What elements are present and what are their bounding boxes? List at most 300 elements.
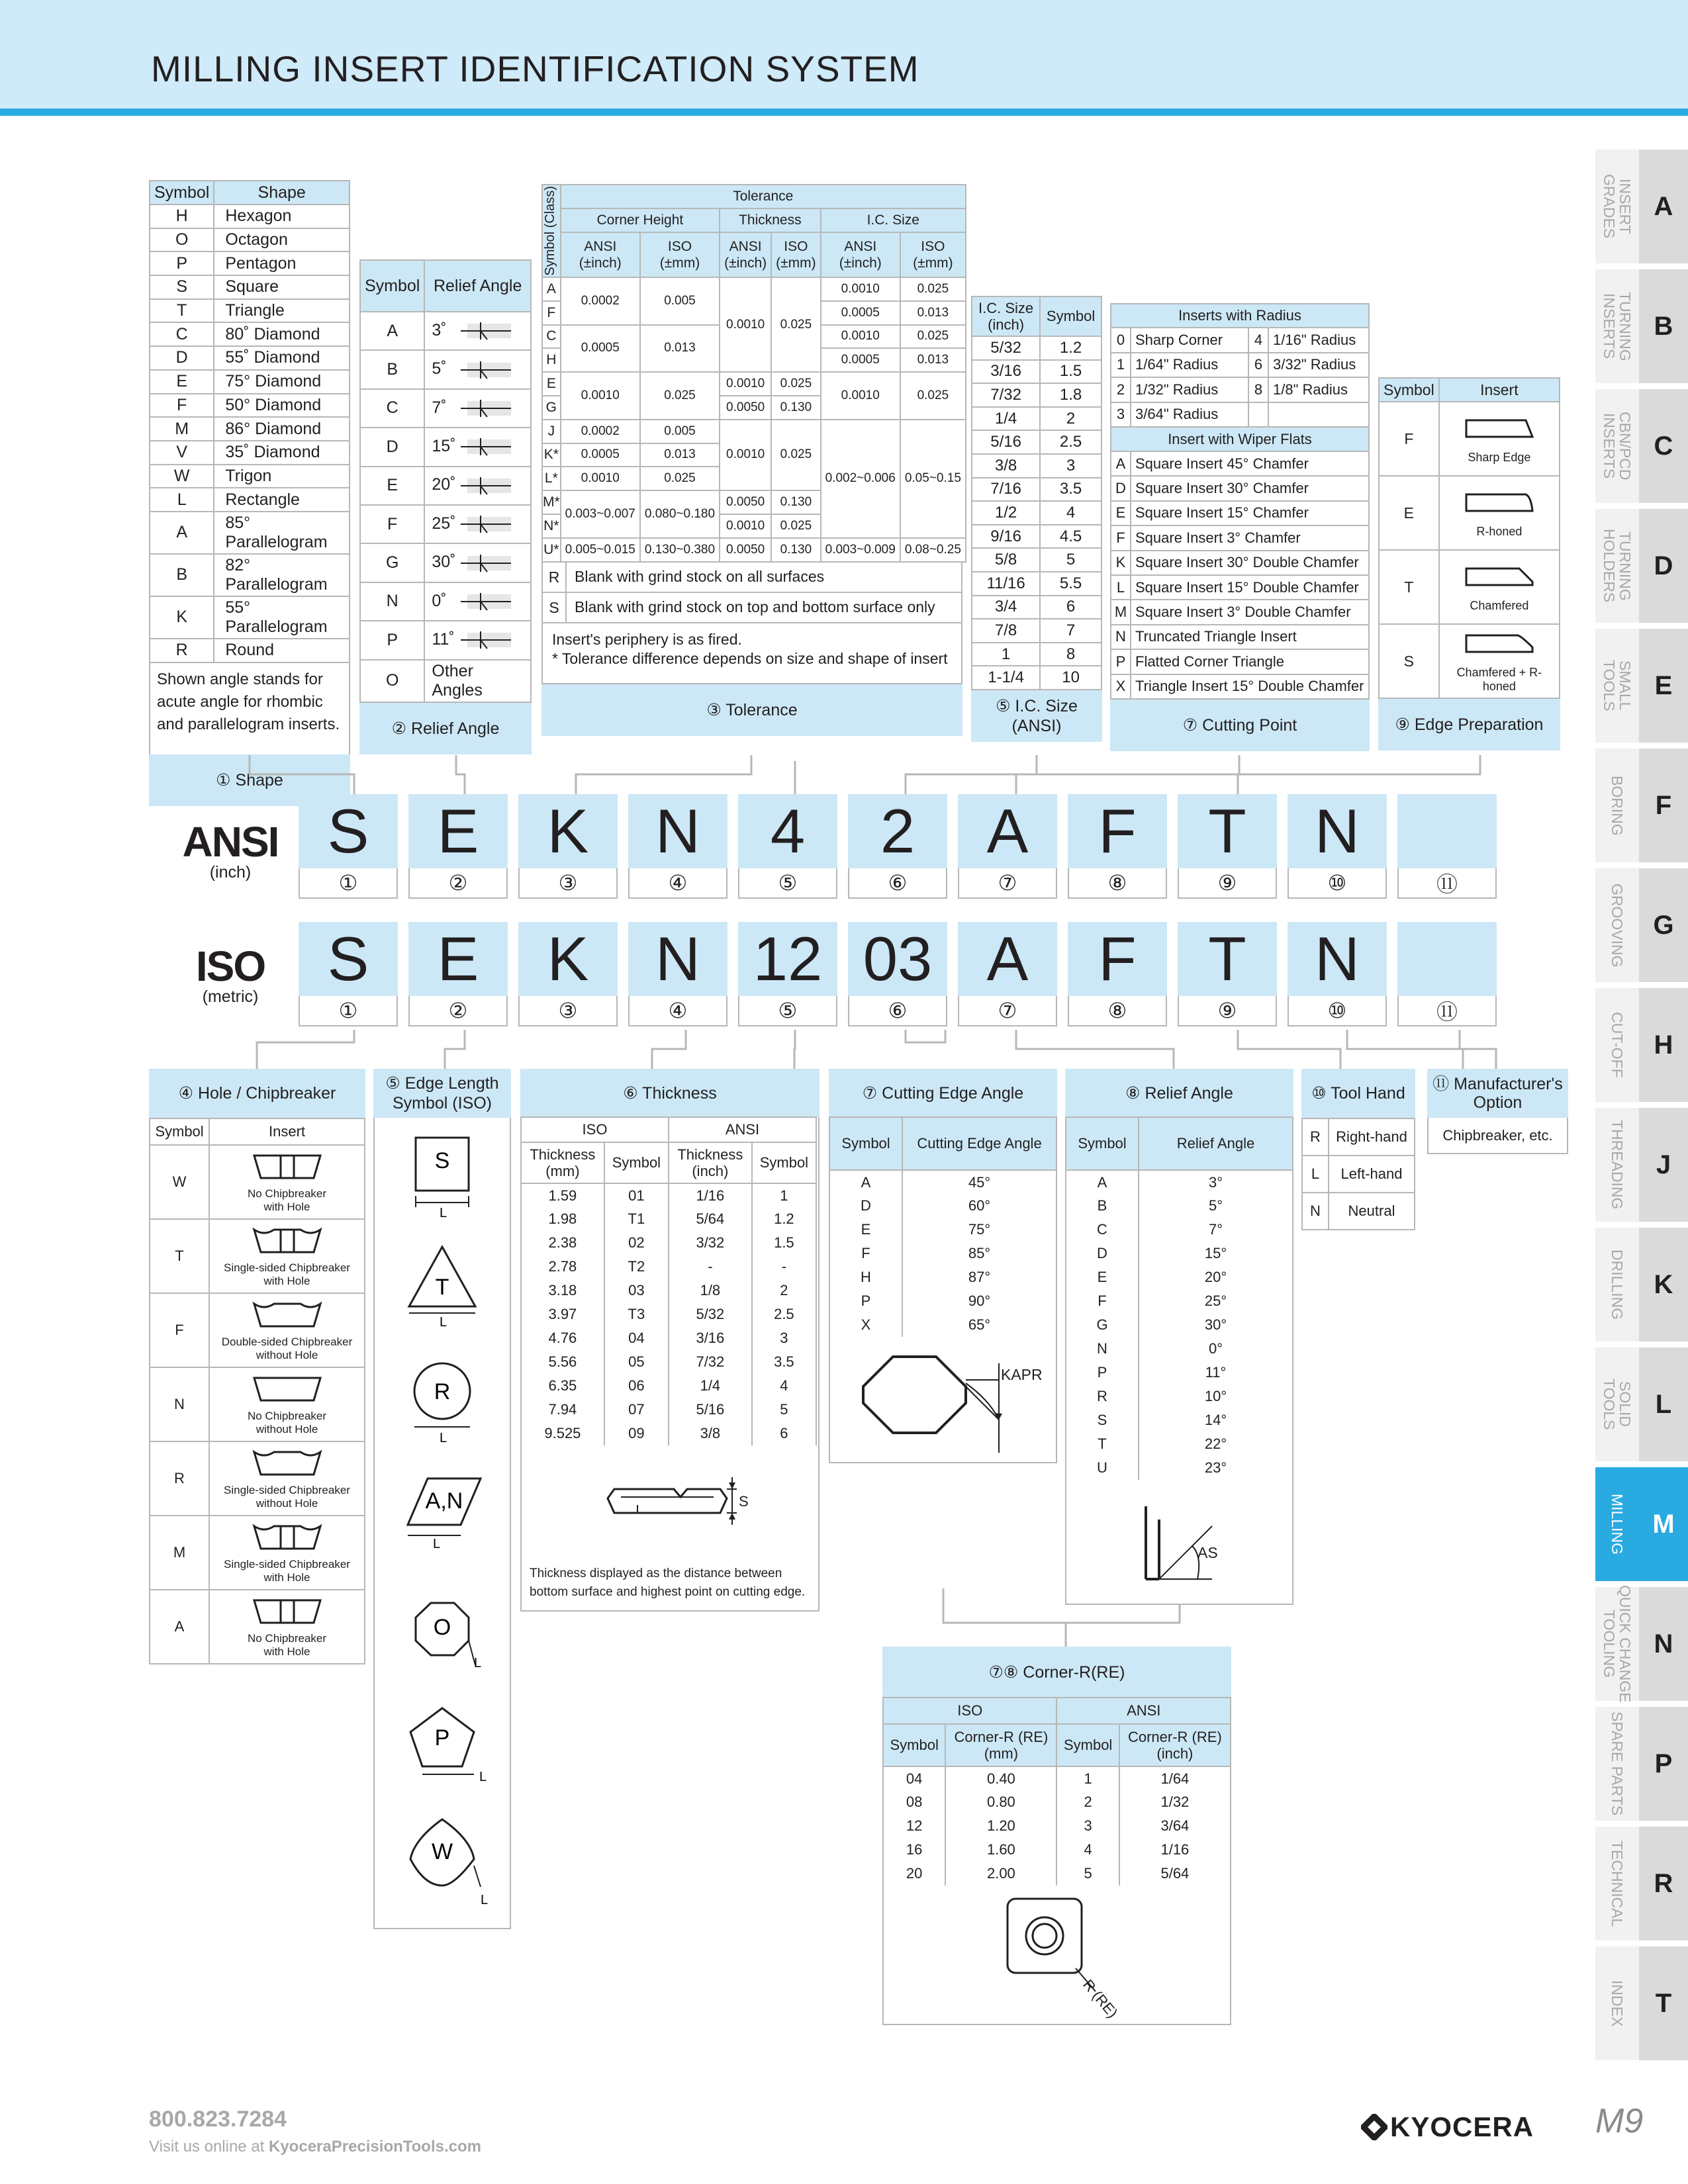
ic-size-inch: 5/8 (972, 548, 1040, 572)
iso_code-char-box (958, 922, 1057, 996)
thickness-row (521, 1374, 816, 1398)
hole-insert-cell (209, 1590, 365, 1664)
tol-th-ansi: 0.0050 (720, 396, 771, 420)
header-accent-line (0, 109, 1688, 116)
edge-length-shape-label: R (434, 1379, 451, 1404)
ic-size-inch: 1/2 (972, 501, 1040, 525)
thickness-cell: 03 (604, 1279, 669, 1302)
side-tab-e[interactable] (1595, 629, 1688, 743)
radius-title: Inserts with Radius (1111, 304, 1369, 328)
relief-angle-icon (458, 629, 514, 651)
side-tab-c[interactable] (1595, 389, 1688, 503)
tool-hand-title: ⑩ Tool Hand (1301, 1069, 1415, 1118)
relief-angle-cell (424, 428, 531, 466)
shape-symbol: A (150, 512, 214, 554)
tol-ic-iso: 0.05~0.15 (900, 420, 966, 538)
relief-angle-value: 25˚ (432, 514, 456, 533)
hole-row (150, 1441, 365, 1516)
ic-size-symbol: 1.8 (1040, 383, 1102, 407)
hole-insert-cell (209, 1441, 365, 1516)
relief8-row (1066, 1289, 1293, 1313)
side-tab-l[interactable] (1595, 1347, 1688, 1461)
shape-footer: ① Shape (149, 754, 350, 806)
tol-symbol: K* (542, 443, 561, 467)
side-tab-d[interactable] (1595, 509, 1688, 623)
corner-r-cell: 4 (1056, 1838, 1119, 1862)
shape-name: Triangle (214, 299, 350, 323)
side-tab-label: CBN/PCD INSERTS (1601, 412, 1634, 480)
thickness-group-ansi: ANSI (669, 1117, 816, 1142)
relief-angle-icon (458, 552, 514, 574)
shape-name: 80˚ Diamond (214, 322, 350, 346)
edge-prep-symbol: E (1379, 476, 1439, 550)
corner-r-connector (927, 1588, 1258, 1648)
tolerance-table (541, 184, 966, 563)
iso_code-char: A (986, 924, 1029, 993)
iso_code-position-number: ④ (628, 996, 727, 1026)
iso_code-position-number: ⑪ (1397, 996, 1497, 1026)
ansi_code-position-number: ⑦ (958, 868, 1057, 899)
thickness-cell: 1.98 (521, 1207, 604, 1231)
shape-name: Pentagon (214, 251, 350, 275)
side-tab-b[interactable] (1595, 269, 1688, 383)
relief8-row (1066, 1337, 1293, 1361)
corner-r-cell: 1/32 (1119, 1790, 1231, 1814)
side-tab-m[interactable] (1595, 1467, 1688, 1581)
tol-th-iso: 0.025 (771, 372, 821, 396)
thickness-cell: 5 (752, 1398, 816, 1422)
relief-angle-icon (458, 359, 514, 381)
thickness-diagram (522, 1445, 813, 1565)
col-symbol: Symbol (1040, 296, 1102, 336)
tool-hand-row (1302, 1193, 1415, 1230)
edge-length-shape-label: S (434, 1148, 450, 1173)
col-symbol: Symbol (1066, 1117, 1139, 1170)
tol-symbol: A (542, 277, 561, 301)
corner-r-cell: 3 (1056, 1814, 1119, 1838)
edge-prep-insert-cell (1439, 402, 1560, 476)
relief-row (360, 389, 531, 428)
relief8-row (1066, 1170, 1293, 1194)
tol-s-text: Blank with grind stock on top and bottom surface only (575, 598, 935, 616)
relief-angle-cell (424, 660, 531, 702)
corner-r-row (883, 1790, 1231, 1814)
radius-symbol: 6 (1248, 353, 1268, 378)
relief-angle-cell (424, 312, 531, 350)
side-tab-label-box (1595, 1946, 1639, 2060)
col-symbol-iso: Symbol (883, 1724, 945, 1766)
shape-row (150, 205, 350, 228)
tol-th-iso: 0.130 (771, 396, 821, 420)
ansi_code-char: E (437, 796, 479, 866)
side-tab-letter: B (1639, 269, 1688, 383)
relief-angle-cell (424, 389, 531, 428)
col-corner-mm: Corner-R (RE) (mm) (945, 1724, 1056, 1766)
ic-size-symbol: 4.5 (1040, 525, 1102, 549)
hole-symbol: W (150, 1145, 209, 1219)
relief-row (360, 621, 531, 659)
col-insert: Insert (1439, 378, 1560, 402)
shape-symbol: E (150, 370, 214, 394)
tol-ic-ansi: 0.0010 (821, 325, 900, 349)
col-thickness-inch: Thickness (inch) (669, 1142, 752, 1183)
thickness-row (521, 1350, 816, 1374)
cutting-edge-row (829, 1218, 1056, 1242)
tol-symbol: C (542, 325, 561, 349)
relief8-row-symbol: R (1066, 1385, 1139, 1408)
relief8-table (1065, 1116, 1293, 1480)
tol-ch-ansi: 0.0005 (561, 443, 640, 467)
relief8-row-value: 10° (1139, 1385, 1293, 1408)
iso_code-position-number: ① (299, 996, 398, 1026)
tool-hand-value: Neutral (1329, 1193, 1415, 1230)
edge-length-dim-label: L (440, 1206, 447, 1220)
tol-ic-ansi: 0.0005 (821, 301, 900, 325)
side-tab-label-box (1595, 389, 1639, 503)
edge-length-dim-label: L (474, 1656, 482, 1670)
iso-label (171, 942, 290, 1007)
edge-length-shape (414, 1363, 470, 1445)
hole-insert-icon (244, 1224, 330, 1257)
thickness-cell: 6.35 (521, 1374, 604, 1398)
cutting-edge-row-symbol: E (829, 1218, 902, 1242)
edge-prep-insert-icon (1453, 488, 1546, 521)
side-tab-f[interactable] (1595, 749, 1688, 862)
tol-ic-iso: 0.013 (900, 301, 966, 325)
edge-prep-insert-icon (1453, 629, 1546, 662)
relief-angle-cell (424, 350, 531, 388)
iso_code-char: K (547, 924, 589, 993)
edge-prep-name: R-honed (1476, 524, 1523, 538)
relief-angle-value: 0˚ (432, 591, 447, 610)
side-tab-t[interactable] (1595, 1946, 1688, 2060)
shape-name: 35˚ Diamond (214, 441, 350, 465)
tool-hand-panel (1301, 1069, 1415, 1230)
relief8-row-value: 0° (1139, 1337, 1293, 1361)
cutting-edge-row-value: 85° (902, 1242, 1056, 1265)
relief8-row (1066, 1432, 1293, 1456)
thickness-cell: 9.525 (521, 1422, 604, 1445)
ic-size-row (972, 596, 1102, 619)
side-tab-k[interactable] (1595, 1228, 1688, 1342)
side-tab-label: SOLID TOOLS (1601, 1379, 1634, 1430)
ansi-label (171, 818, 290, 882)
side-tab-n[interactable] (1595, 1587, 1688, 1701)
side-tab-letter: N (1639, 1587, 1688, 1701)
ic-size-symbol: 1.5 (1040, 360, 1102, 384)
ansi_code-position-number: ⑪ (1397, 868, 1497, 899)
col-relief: Relief Angle (424, 260, 531, 312)
shape-name: Square (214, 275, 350, 299)
thickness-row (521, 1326, 816, 1350)
wiper-symbol: P (1111, 649, 1131, 674)
tool-hand-value: Left-hand (1329, 1156, 1415, 1193)
thickness-cell: 1/4 (669, 1374, 752, 1398)
shape-symbol: K (150, 596, 214, 639)
shape-symbol: M (150, 417, 214, 441)
relief8-row-symbol: B (1066, 1194, 1139, 1218)
edge-prep-insert-cell (1439, 476, 1560, 550)
side-tab-letter: G (1639, 868, 1688, 982)
side-tab-label-box (1595, 629, 1639, 743)
relief8-row (1066, 1194, 1293, 1218)
ansi_code-char-box (958, 794, 1057, 868)
relief-symbol: E (360, 467, 424, 505)
cutting-point-table (1110, 303, 1370, 700)
iso_code-position-number: ⑧ (1068, 996, 1167, 1026)
wiper-row (1111, 551, 1369, 575)
hole-insert-icon (244, 1521, 330, 1554)
hole-row (150, 1145, 365, 1219)
corner-r-cell: 12 (883, 1814, 945, 1838)
cutting-edge-title: ⑦ Cutting Edge Angle (829, 1069, 1057, 1118)
radius-row (1111, 402, 1369, 428)
shape-row (150, 554, 350, 596)
wiper-name: Square Insert 3° Double Chamfer (1131, 600, 1369, 624)
tol-ic-ansi: 0.0010 (821, 277, 900, 301)
ic-size-inch: 3/4 (972, 596, 1040, 619)
relief-symbol: F (360, 505, 424, 543)
hole-row (150, 1516, 365, 1590)
thickness-cell: 1/8 (669, 1279, 752, 1302)
hole-title: ④ Hole / Chipbreaker (149, 1069, 365, 1118)
iso_code-char: T (1208, 924, 1246, 993)
shape-name: 82° Parallelogram (214, 554, 350, 596)
ansi_code-position-number: ③ (518, 868, 618, 899)
radius-row (1111, 328, 1369, 353)
side-tab-letter: D (1639, 509, 1688, 623)
side-tab-label: TURNING INSERTS (1601, 291, 1634, 361)
corner-r-cell: 5/64 (1119, 1862, 1231, 1886)
ic-size-symbol: 2.5 (1040, 430, 1102, 454)
col-symbol-ansi: Symbol (752, 1142, 816, 1183)
ansi_code-char-box (848, 794, 947, 868)
hole-symbol: T (150, 1219, 209, 1293)
iso_code-position-number: ② (408, 996, 508, 1026)
relief-angle-value: 30˚ (432, 553, 456, 572)
relief-angle-value: 15˚ (432, 436, 456, 455)
radius-symbol: 3 (1111, 402, 1131, 428)
edge-prep-row (1379, 624, 1560, 698)
cutting-edge-row-value: 60° (902, 1194, 1056, 1218)
tol-note-2: * Tolerance difference depends on size and shape of insert (552, 649, 948, 667)
manufacturer-title: ⑪ Manufacturer's Option (1427, 1069, 1568, 1118)
wiper-row (1111, 451, 1369, 476)
tol-th-iso: 0.025 (771, 514, 821, 538)
top-connector-lines (0, 754, 1589, 794)
tol-subheader: ANSI (±inch) (821, 232, 900, 277)
corner-r-cell: 1/64 (1119, 1766, 1231, 1790)
thickness-cell: 1.2 (752, 1207, 816, 1231)
ansi_code-char: F (1098, 796, 1137, 866)
tol-ic-iso: 0.025 (900, 277, 966, 301)
tool-hand-row (1302, 1118, 1415, 1156)
wiper-row (1111, 525, 1369, 550)
tol-ic-ansi: 0.0005 (821, 348, 900, 372)
ic-size-inch: 7/32 (972, 383, 1040, 407)
thickness-cell: 3.5 (752, 1350, 816, 1374)
side-tab-h[interactable] (1595, 988, 1688, 1102)
tol-ch-iso: 0.013 (640, 443, 720, 467)
edge-prep-insert-icon (1453, 414, 1546, 447)
tol-s-symbol: S (543, 592, 567, 623)
side-tab-label: SMALL TOOLS (1601, 660, 1634, 711)
shape-panel (149, 180, 350, 806)
tol-ch-ansi: 0.0005 (561, 325, 640, 373)
shape-symbol: D (150, 346, 214, 370)
thickness-table (520, 1116, 817, 1445)
corner-r-label: R (RE) (1080, 1976, 1121, 2021)
side-tab-letter: H (1639, 988, 1688, 1102)
radius-symbol: 2 (1111, 377, 1131, 402)
wiper-row (1111, 625, 1369, 649)
cutting-edge-row-symbol: X (829, 1313, 902, 1337)
relief8-row-value: 11° (1139, 1361, 1293, 1385)
tol-ch-ansi: 0.005~0.015 (561, 538, 640, 562)
footer-website-link[interactable]: KyoceraPrecisionTools.com (269, 2138, 481, 2156)
relief-row (360, 350, 531, 388)
side-tab-j[interactable] (1595, 1108, 1688, 1222)
tol-subheader: ANSI (±inch) (561, 232, 640, 277)
wiper-symbol: X (1111, 674, 1131, 699)
relief8-row (1066, 1242, 1293, 1265)
thickness-cell: T2 (604, 1255, 669, 1279)
tol-ch-ansi: 0.0010 (561, 372, 640, 420)
corner-r-diagram (884, 1886, 1228, 2025)
ic-size-row (972, 548, 1102, 572)
edge-prep-row (1379, 476, 1560, 550)
cutting-edge-row (829, 1265, 1056, 1289)
wiper-row (1111, 600, 1369, 624)
iso_code-char-box (1288, 922, 1387, 996)
wiper-name: Triangle Insert 15° Double Chamfer (1131, 674, 1369, 699)
shape-symbol: O (150, 228, 214, 252)
shape-symbol: F (150, 394, 214, 418)
ic-size-symbol: 2 (1040, 407, 1102, 431)
cutting-edge-row-symbol: H (829, 1265, 902, 1289)
side-tab-g[interactable] (1595, 868, 1688, 982)
ansi_code-char-box (518, 794, 618, 868)
relief-row (360, 312, 531, 350)
hole-row (150, 1219, 365, 1293)
relief-row (360, 505, 531, 543)
shape-symbol: S (150, 275, 214, 299)
hole-insert-icon (244, 1298, 330, 1332)
wiper-row (1111, 674, 1369, 699)
thickness-cell: 3.18 (521, 1279, 604, 1302)
relief8-row-value: 22° (1139, 1432, 1293, 1456)
relief-row (360, 660, 531, 702)
thickness-cell: 4.76 (521, 1326, 604, 1350)
relief-row (360, 428, 531, 466)
thickness-cell: T3 (604, 1302, 669, 1326)
col-corner-inch: Corner-R (RE) (inch) (1119, 1724, 1231, 1766)
cutting-edge-row-value: 87° (902, 1265, 1056, 1289)
corner-r-panel (882, 1647, 1231, 2025)
shape-row (150, 441, 350, 465)
relief-symbol: A (360, 312, 424, 350)
shape-row (150, 275, 350, 299)
relief-footer: ② Relief Angle (359, 703, 532, 754)
tol-title: Tolerance (561, 185, 966, 208)
shape-name: Round (214, 639, 350, 662)
tol-ch-ansi: 0.0002 (561, 277, 640, 325)
thickness-cell: 4 (752, 1374, 816, 1398)
edge-prep-name: Sharp Edge (1468, 450, 1531, 464)
ansi_code-position-number: ⑧ (1068, 868, 1167, 899)
relief8-row-value: 30° (1139, 1313, 1293, 1337)
tol-note-1: Insert's periphery is as fired. (552, 630, 742, 648)
manufacturer-panel (1427, 1069, 1568, 1154)
edge-prep-insert-icon (1453, 562, 1546, 595)
ic-size-inch: 7/8 (972, 619, 1040, 643)
relief8-row-symbol: N (1066, 1337, 1139, 1361)
thickness-cell: 2.78 (521, 1255, 604, 1279)
thickness-cell: T1 (604, 1207, 669, 1231)
hole-symbol: A (150, 1590, 209, 1664)
side-tab-letter: F (1639, 749, 1688, 862)
cutting-point-panel (1110, 303, 1370, 751)
hole-insert-icon (244, 1150, 330, 1183)
side-tab-a[interactable] (1595, 150, 1688, 263)
hole-panel (149, 1069, 365, 1664)
iso-label-sub: (metric) (202, 987, 259, 1006)
cutting-edge-row-value: 90° (902, 1289, 1056, 1313)
shape-name: Trigon (214, 465, 350, 488)
relief-symbol: C (360, 389, 424, 428)
side-tab-label: GROOVING (1609, 883, 1626, 968)
col-shape: Shape (214, 181, 350, 205)
edge-length-shape (409, 1247, 475, 1330)
ic-size-row (972, 336, 1102, 360)
thickness-cell: 5.56 (521, 1350, 604, 1374)
thickness-cell: 3/32 (669, 1231, 752, 1255)
footer-visit-prefix: Visit us online at (149, 2138, 269, 2156)
thickness-cell: 3/8 (669, 1422, 752, 1445)
tol-ic-iso: 0.025 (900, 325, 966, 349)
iso_code-position-number: ⑦ (958, 996, 1057, 1026)
ic-size-symbol: 5 (1040, 548, 1102, 572)
ic-size-symbol: 5.5 (1040, 572, 1102, 596)
corner-r-cell: 5 (1056, 1862, 1119, 1886)
edge-prep-insert-cell (1439, 624, 1560, 698)
iso_code-position-number: ⑨ (1178, 996, 1277, 1026)
edge-length-dim-label: L (481, 1893, 489, 1907)
ansi_code-char: T (1208, 796, 1246, 866)
side-tab-label: TURNING HOLDERS (1601, 529, 1634, 603)
tol-ch-ansi: 0.0002 (561, 420, 640, 443)
tol-symbol: J (542, 420, 561, 443)
relief-angle-cell (424, 467, 531, 505)
relief8-title: ⑧ Relief Angle (1065, 1069, 1293, 1118)
corner-r-group-iso: ISO (883, 1698, 1056, 1724)
tol-th-ansi: 0.0050 (720, 490, 771, 514)
tol-ic-iso: 0.013 (900, 348, 966, 372)
iso_code-char: S (327, 924, 369, 993)
thickness-note: Thickness displayed as the distance between bottom surface and highest point on cutting edge. (530, 1567, 806, 1599)
edge-length-shape (410, 1708, 487, 1784)
tool-hand-symbol: N (1302, 1193, 1329, 1230)
thickness-row (521, 1398, 816, 1422)
shape-note: Shown angle stands for acute angle for rhombic and parallelogram inserts. (149, 663, 350, 754)
edge-prep-panel (1378, 377, 1560, 751)
side-tab-p[interactable] (1595, 1707, 1688, 1821)
corner-r-cell: 04 (883, 1766, 945, 1790)
side-tab-label-box (1595, 269, 1639, 383)
side-tab-r[interactable] (1595, 1827, 1688, 1940)
footer-phone: 800.823.7284 (149, 2107, 287, 2132)
radius-symbol: 1 (1111, 353, 1131, 378)
